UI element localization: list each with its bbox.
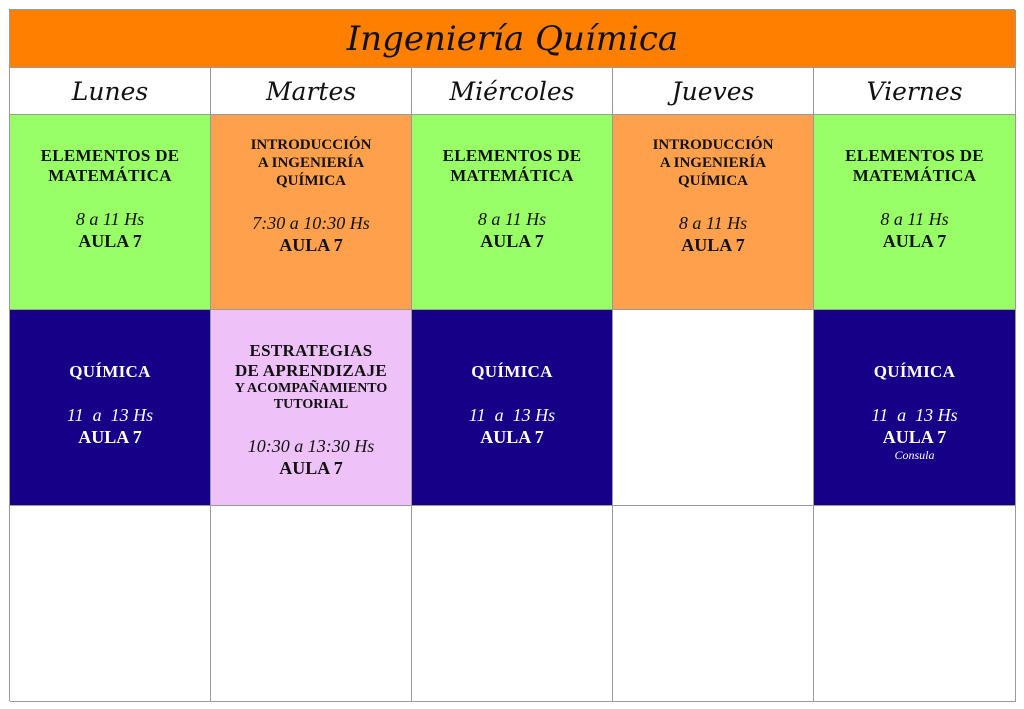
day-header-lunes: Lunes [10, 68, 211, 115]
subject-line: QUÍMICA [69, 362, 151, 381]
class-time: 8 a 11 Hs [678, 213, 748, 233]
class-cell-jueves-introduccion [613, 115, 814, 310]
subject-line: MATEMÁTICA [852, 166, 977, 185]
class-room: AULA 7 [480, 231, 544, 251]
class-time: 11 a 13 Hs [468, 405, 556, 425]
class-cell-viernes-quimica [814, 310, 1016, 506]
subject-line: QUÍMICA [873, 362, 956, 381]
class-room: AULA 7 [681, 235, 745, 255]
class-cell-miercoles-elementos [412, 115, 613, 310]
class-cell-martes-introduccion [211, 115, 412, 310]
class-room: AULA 7 [882, 427, 947, 447]
subject-line: DE APRENDIZAJE [234, 361, 388, 380]
empty-cell [814, 506, 1016, 702]
class-room: AULA 7 [279, 235, 343, 255]
subject-line: A INGENIERÍA [659, 155, 767, 171]
subject-line: ELEMENTOS DE [845, 146, 984, 165]
schedule-table [9, 9, 1015, 701]
class-cell-miercoles-quimica [412, 310, 613, 506]
class-room: AULA 7 [78, 427, 142, 447]
subject-line: QUÍMICA [471, 362, 553, 381]
empty-cell [613, 310, 814, 506]
day-header-miercoles: Miércoles [412, 68, 613, 115]
subject-line: MATEMÁTICA [450, 166, 574, 185]
subject-line: ESTRATEGIAS [249, 341, 373, 360]
class-time: 8 a 11 Hs [477, 209, 547, 229]
class-room: AULA 7 [882, 231, 947, 251]
class-cell-viernes-elementos [814, 115, 1016, 310]
class-cell-lunes-elementos [10, 115, 211, 310]
class-note: Consula [894, 448, 935, 462]
class-time: 7:30 a 10:30 Hs [252, 213, 370, 233]
class-time: 8 a 11 Hs [880, 209, 949, 229]
class-cell-martes-estrategias [211, 310, 412, 506]
subject-line: TUTORIAL [273, 397, 349, 412]
schedule-title: Ingeniería Química [10, 10, 1016, 68]
subject-line: INTRODUCCIÓN [652, 137, 774, 153]
subject-line: Y ACOMPAÑAMIENTO [234, 381, 388, 396]
class-time: 10:30 a 13:30 Hs [247, 436, 375, 456]
subject-line: ELEMENTOS DE [442, 146, 582, 165]
empty-cell [412, 506, 613, 702]
subject-line: MATEMÁTICA [48, 166, 172, 185]
class-room: AULA 7 [480, 427, 544, 447]
class-time: 8 a 11 Hs [75, 209, 145, 229]
subject-line: ELEMENTOS DE [40, 146, 180, 165]
subject-line: QUÍMICA [678, 173, 748, 189]
day-header-martes: Martes [211, 68, 412, 115]
class-room: AULA 7 [78, 231, 142, 251]
class-room: AULA 7 [279, 458, 343, 478]
empty-cell [10, 506, 211, 702]
day-header-viernes: Viernes [814, 68, 1016, 115]
empty-cell [613, 506, 814, 702]
class-time: 11 a 13 Hs [66, 405, 154, 425]
empty-cell [211, 506, 412, 702]
subject-line: QUÍMICA [276, 173, 346, 189]
class-time: 11 a 13 Hs [871, 405, 958, 425]
subject-line: INTRODUCCIÓN [250, 137, 372, 153]
class-cell-lunes-quimica [10, 310, 211, 506]
subject-line: A INGENIERÍA [257, 155, 365, 171]
day-header-jueves: Jueves [613, 68, 814, 115]
